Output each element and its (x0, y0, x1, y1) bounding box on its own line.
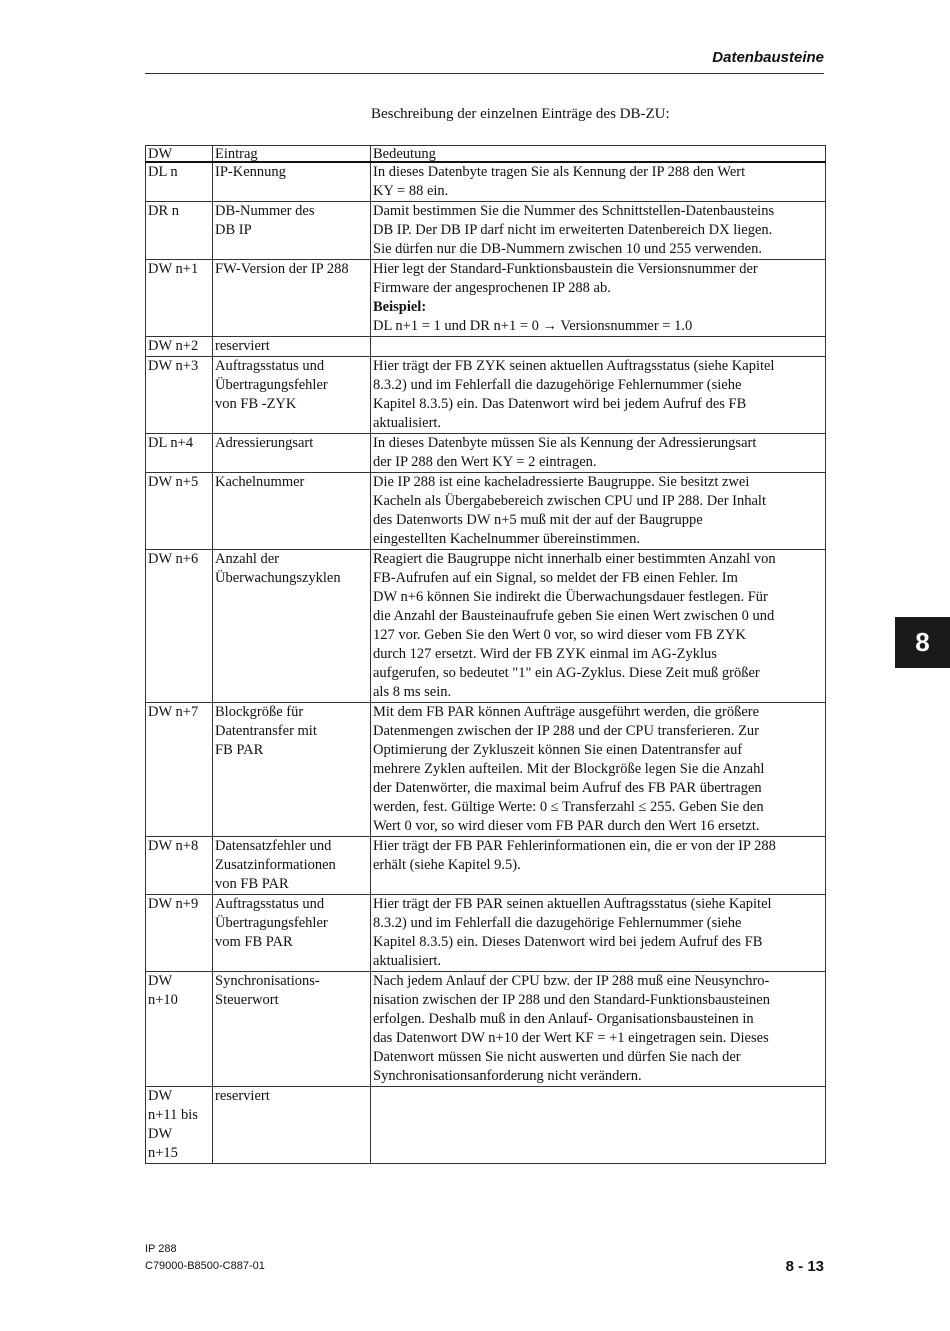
table-body (146, 162, 826, 1164)
cell-line: von FB -ZYK (215, 396, 297, 412)
page-number: 8 - 13 (785, 1258, 824, 1275)
cell-eintrag (213, 260, 371, 337)
cell-line: Die IP 288 ist eine kacheladressierte Baugruppe. Sie besitzt zwei (373, 474, 750, 490)
cell-line: Auftragsstatus und (215, 358, 325, 374)
cell-line: Nach jedem Anlauf der CPU bzw. der IP 288 muß eine Neusynchro- (373, 973, 770, 989)
cell-line: reserviert (215, 1088, 270, 1104)
cell-line: Übertragungsfehler (215, 377, 328, 393)
cell-line: Überwachungszyklen (215, 570, 341, 586)
cell-line: DW n+8 (148, 838, 199, 854)
column-header-eintrag: Eintrag (213, 146, 371, 163)
cell-line: die Anzahl der Bausteinaufrufe geben Sie einen Wert zwischen 0 und (373, 608, 775, 624)
cell-eintrag (213, 473, 371, 550)
cell-line: Übertragungsfehler (215, 915, 328, 931)
cell-bedeutung (371, 357, 826, 434)
table-row (146, 202, 826, 260)
table-row (146, 357, 826, 434)
cell-line: DW n+1 (148, 261, 199, 277)
cell-line: erhält (siehe Kapitel 9.5). (373, 857, 521, 873)
cell-line: mehrere Zyklen aufteilen. Mit der Blockgröße legen Sie die Anzahl (373, 761, 765, 777)
cell-line: aktualisiert. (373, 415, 442, 431)
cell-line: DW n+6 können Sie indirekt die Überwachungsdauer festlegen. Für (373, 589, 768, 605)
cell-line: des Datenworts DW n+5 muß mit der auf der Baugruppe (373, 512, 703, 528)
cell-line: Sie dürfen nur die DB-Nummern zwischen 10 und 255 verwenden. (373, 241, 762, 257)
cell-line: Firmware der angesprochenen IP 288 ab. (373, 280, 611, 296)
cell-line: DW n+9 (148, 896, 199, 912)
table-row (146, 895, 826, 972)
cell-line: durch 127 ersetzt. Wird der FB ZYK einmal im AG-Zyklus (373, 646, 717, 662)
cell-dw (146, 703, 213, 837)
cell-line: der Datenwörter, die maximal beim Aufruf des FB PAR übertragen (373, 780, 762, 796)
cell-line: Mit dem FB PAR können Aufträge ausgeführt werden, die größere (373, 704, 760, 720)
cell-line: Zusatzinformationen (215, 857, 336, 873)
table-row (146, 434, 826, 473)
cell-dw (146, 895, 213, 972)
cell-bedeutung (371, 473, 826, 550)
cell-line: Synchronisations- (215, 973, 320, 989)
table-row (146, 260, 826, 337)
header-rule (145, 73, 824, 74)
cell-line: n+11 bis (148, 1107, 198, 1123)
cell-dw (146, 473, 213, 550)
cell-line: Datensatzfehler und (215, 838, 332, 854)
cell-line: 127 vor. Geben Sie den Wert 0 vor, so wird dieser vom FB ZYK (373, 627, 746, 643)
cell-line: Auftragsstatus und (215, 896, 325, 912)
cell-eintrag (213, 434, 371, 473)
cell-line: DB-Nummer des (215, 203, 315, 219)
cell-line: DW n+5 (148, 474, 199, 490)
cell-line: DL n+1 = 1 und DR n+1 = 0 → Versionsnummer = 1.0 (373, 318, 693, 334)
cell-line: DW (148, 1088, 173, 1104)
cell-line: Steuerwort (215, 992, 279, 1008)
cell-line: das Datenwort DW n+10 der Wert KF = +1 eingetragen sein. Dieses (373, 1030, 769, 1046)
table-row (146, 550, 826, 703)
cell-eintrag (213, 895, 371, 972)
footer-order-number: C79000-B8500-C887-01 (145, 1260, 265, 1272)
cell-line: aufgerufen, so bedeutet "1" ein AG-Zyklus. Diese Zeit muß größer (373, 665, 760, 681)
cell-line: DB IP. Der DB IP darf nicht im erweiterten Datenbereich DX liegen. (373, 222, 773, 238)
footer-product: IP 288 (145, 1243, 177, 1255)
cell-line: In dieses Datenbyte tragen Sie als Kennung der IP 288 den Wert (373, 164, 746, 180)
cell-dw (146, 1087, 213, 1164)
cell-line: eingestellten Kachelnummer übereinstimmen. (373, 531, 640, 547)
db-zu-table (145, 145, 826, 1164)
cell-line: DL n+4 (148, 435, 194, 451)
cell-line: Hier trägt der FB PAR seinen aktuellen Auftragsstatus (siehe Kapitel (373, 896, 772, 912)
cell-line: werden, fest. Gültige Werte: 0 ≤ Transferzahl ≤ 255. Geben Sie den (373, 799, 764, 815)
cell-line: der IP 288 den Wert KY = 2 eintragen. (373, 454, 597, 470)
table-row (146, 162, 826, 202)
cell-dw (146, 260, 213, 337)
cell-line: FW-Version der IP 288 (215, 261, 349, 277)
cell-dw (146, 202, 213, 260)
running-header-title: Datenbausteine (712, 49, 824, 66)
cell-dw (146, 357, 213, 434)
cell-line: Beispiel: (373, 299, 427, 315)
cell-line: Kapitel 8.3.5) ein. Das Datenwort wird bei jedem Aufruf des FB (373, 396, 747, 412)
cell-line: Reagiert die Baugruppe nicht innerhalb einer bestimmten Anzahl von (373, 551, 776, 567)
cell-dw (146, 837, 213, 895)
cell-line: 8.3.2) und im Fehlerfall die dazugehörige Fehlernummer (siehe (373, 915, 742, 931)
table-row (146, 837, 826, 895)
cell-eintrag (213, 703, 371, 837)
cell-line: IP-Kennung (215, 164, 286, 180)
chapter-tab: 8 (895, 617, 950, 668)
cell-line: Kachelnummer (215, 474, 305, 490)
cell-line: Anzahl der (215, 551, 280, 567)
cell-line: Adressierungsart (215, 435, 314, 451)
cell-line: erfolgen. Deshalb muß in den Anlauf- Organisationsbausteinen in (373, 1011, 754, 1027)
cell-line: Hier legt der Standard-Funktionsbaustein die Versionsnummer der (373, 261, 758, 277)
cell-line: Datenmengen zwischen der IP 288 und der CPU transferieren. Zur (373, 723, 760, 739)
cell-eintrag (213, 972, 371, 1087)
cell-eintrag (213, 337, 371, 357)
cell-line: Damit bestimmen Sie die Nummer des Schnittstellen-Datenbausteins (373, 203, 775, 219)
cell-dw (146, 550, 213, 703)
cell-line: DL n (148, 164, 178, 180)
table-row (146, 473, 826, 550)
cell-line: reserviert (215, 338, 270, 354)
cell-bedeutung (371, 202, 826, 260)
cell-line: n+10 (148, 992, 178, 1008)
cell-line: Hier trägt der FB PAR Fehlerinformationen ein, die er von der IP 288 (373, 838, 776, 854)
cell-bedeutung (371, 703, 826, 837)
cell-line: DB IP (215, 222, 252, 238)
cell-bedeutung (371, 434, 826, 473)
cell-dw (146, 337, 213, 357)
cell-line: DW (148, 973, 173, 989)
cell-bedeutung (371, 895, 826, 972)
cell-line: DW n+7 (148, 704, 199, 720)
cell-line: FB-Aufrufen auf ein Signal, so meldet der FB einen Fehler. Im (373, 570, 738, 586)
cell-line: Hier trägt der FB ZYK seinen aktuellen Auftragsstatus (siehe Kapitel (373, 358, 775, 374)
cell-line: Optimierung der Zykluszeit können Sie einen Datentransfer auf (373, 742, 743, 758)
cell-line: KY = 88 ein. (373, 183, 449, 199)
table-row (146, 972, 826, 1087)
cell-eintrag (213, 202, 371, 260)
footer-product-info (145, 1241, 265, 1275)
cell-line: Kacheln als Übergabebereich zwischen CPU und IP 288. Der Inhalt (373, 493, 766, 509)
cell-line: Datenwort müssen Sie nicht auswerten und dürfen Sie nach der (373, 1049, 741, 1065)
cell-eintrag (213, 837, 371, 895)
cell-bedeutung (371, 1087, 826, 1164)
cell-dw (146, 434, 213, 473)
cell-eintrag (213, 550, 371, 703)
cell-bedeutung (371, 972, 826, 1087)
cell-dw (146, 162, 213, 202)
cell-bedeutung (371, 162, 826, 202)
cell-eintrag (213, 1087, 371, 1164)
cell-bedeutung (371, 550, 826, 703)
cell-bedeutung (371, 337, 826, 357)
table-row (146, 1087, 826, 1164)
cell-dw (146, 972, 213, 1087)
cell-line: nisation zwischen der IP 288 und den Standard-Funktionsbausteinen (373, 992, 770, 1008)
cell-line: n+15 (148, 1145, 178, 1161)
table-caption: Beschreibung der einzelnen Einträge des DB-ZU: (371, 106, 670, 122)
cell-line: DW (148, 1126, 173, 1142)
table-row (146, 337, 826, 357)
cell-line: DR n (148, 203, 180, 219)
table-header-row (146, 146, 826, 163)
column-header-bedeutung: Bedeutung (371, 146, 826, 163)
cell-line: DW n+3 (148, 358, 199, 374)
cell-line: aktualisiert. (373, 953, 442, 969)
cell-line: DW n+6 (148, 551, 199, 567)
cell-line: Synchronisationsanforderung nicht verändern. (373, 1068, 642, 1084)
cell-line: In dieses Datenbyte müssen Sie als Kennung der Adressierungsart (373, 435, 757, 451)
cell-line: Blockgröße für (215, 704, 304, 720)
cell-eintrag (213, 162, 371, 202)
table-row (146, 703, 826, 837)
cell-line: Wert 0 vor, so wird dieser vom FB PAR durch den Wert 16 ersetzt. (373, 818, 760, 834)
cell-bedeutung (371, 837, 826, 895)
cell-line: 8.3.2) und im Fehlerfall die dazugehörige Fehlernummer (siehe (373, 377, 742, 393)
cell-line: Datentransfer mit (215, 723, 317, 739)
cell-eintrag (213, 357, 371, 434)
cell-line: FB PAR (215, 742, 264, 758)
cell-line: als 8 ms sein. (373, 684, 452, 700)
cell-line: Kapitel 8.3.5) ein. Dieses Datenwort wird bei jedem Aufruf des FB (373, 934, 763, 950)
cell-line: von FB PAR (215, 876, 289, 892)
cell-bedeutung (371, 260, 826, 337)
cell-line: vom FB PAR (215, 934, 293, 950)
column-header-dw: DW (146, 146, 213, 163)
cell-line: DW n+2 (148, 338, 199, 354)
